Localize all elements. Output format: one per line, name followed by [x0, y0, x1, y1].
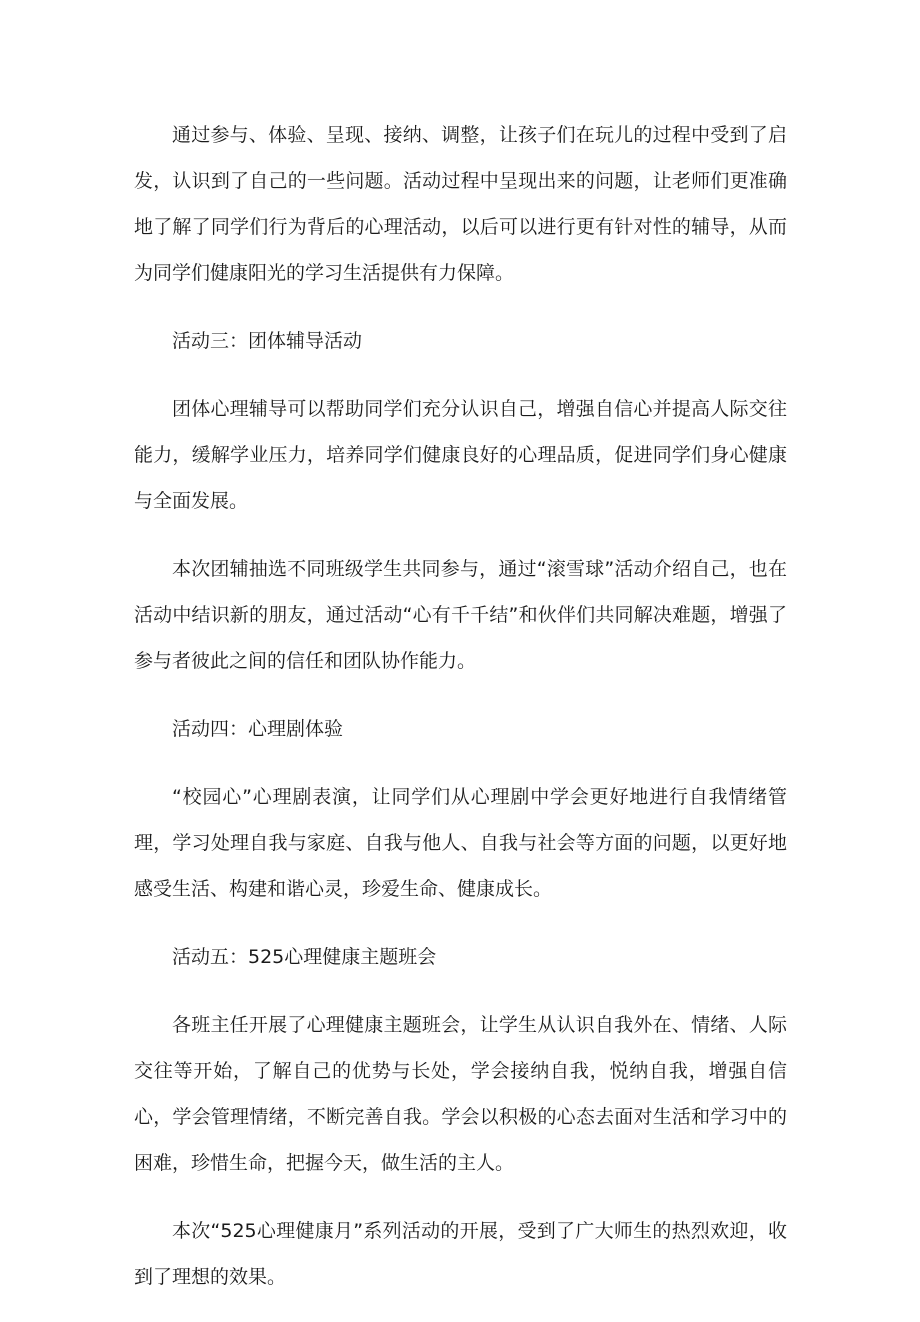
heading-activity-three: 活动三：团体辅导活动 — [172, 330, 363, 352]
paragraph-group-activity: 本次团辅抽选不同班级学生共同参与，通过“滚雪球”活动介绍自己，也在活动中结识新的朋友，通过活动“心有千千结”和伙伴们共同解决难题，增强了参与者彼此之间的信任和团队协作能力。 — [134, 558, 787, 672]
paragraph-class-meeting: 各班主任开展了心理健康主题班会，让学生从认识自我外在、情绪、人际交往等开始，了解自己的优势与长处，学会接纳自我，悦纳自我，增强自信心，学会管理情绪，不断完善自我。学会以积极的心态去面对生活和学习中的困难，珍惜生命，把握今天，做生活的主人。 — [134, 1014, 787, 1174]
document-body — [134, 112, 787, 1322]
heading-activity-four: 活动四：心理剧体验 — [172, 718, 344, 740]
heading-activity-five: 活动五：525心理健康主题班会 — [172, 946, 437, 968]
paragraph-intro: 通过参与、体验、呈现、接纳、调整，让孩子们在玩儿的过程中受到了启发，认识到了自己的一些问题。活动过程中呈现出来的问题，让老师们更准确地了解了同学们行为背后的心理活动，以后可以进行更有针对性的辅导，从而为同学们健康阳光的学习生活提供有力保障。 — [134, 124, 787, 284]
paragraph-conclusion: 本次“525心理健康月”系列活动的开展，受到了广大师生的热烈欢迎，收到了理想的效果。 — [134, 1220, 787, 1288]
paragraph-group-counseling: 团体心理辅导可以帮助同学们充分认识自己，增强自信心并提高人际交往能力，缓解学业压力，培养同学们健康良好的心理品质，促进同学们身心健康与全面发展。 — [134, 398, 787, 512]
paragraph-psychodrama: “校园心”心理剧表演，让同学们从心理剧中学会更好地进行自我情绪管理，学习处理自我与家庭、自我与他人、自我与社会等方面的问题，以更好地感受生活、构建和谐心灵，珍爱生命、健康成长。 — [134, 786, 787, 900]
